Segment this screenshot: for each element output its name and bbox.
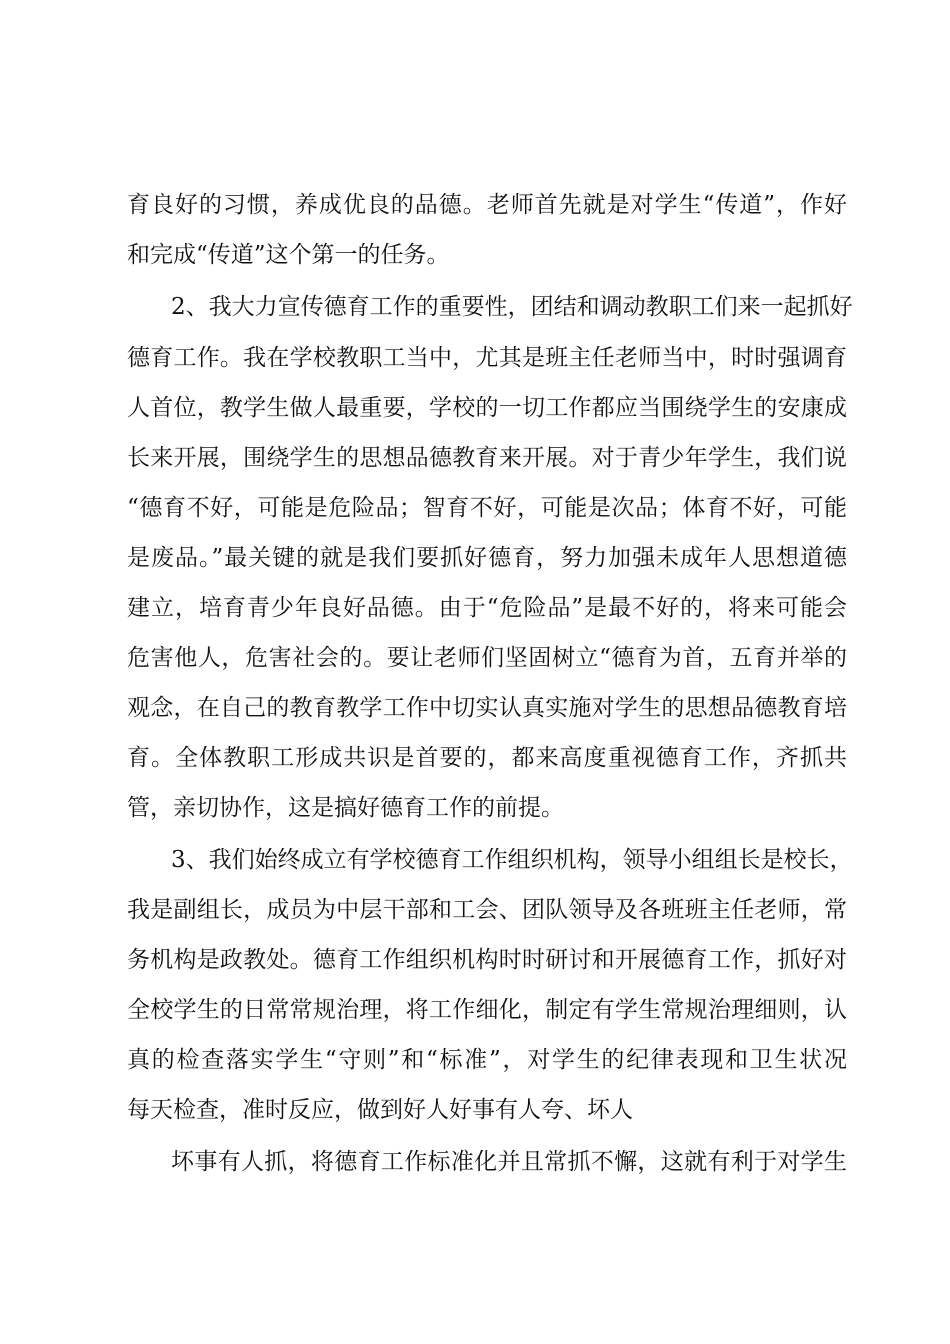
text-line: 每天检查，准时反应，做到好人好事有人夸、坏人 — [127, 1097, 633, 1123]
text-line: 管，亲切协作，这是搞好德育工作的前提。 — [127, 795, 564, 821]
text-line: 德育工作。我在学校教职工当中，尤其是班主任老师当中，时时强调育 — [127, 345, 847, 371]
text-line: 坏事有人抓，将德育工作标准化并且常抓不懈，这就有利于对学生 — [171, 1149, 847, 1175]
text-line: 育良好的习惯，养成优良的品德。老师首先就是对学生“传道”，作好 — [127, 192, 847, 218]
text-line: 真的检查落实学生“守则”和“标准”，对学生的纪律表现和卫生状况 — [127, 1047, 847, 1073]
text-line: 是废品。”最关键的就是我们要抓好德育，努力加强未成年人思想道德 — [127, 545, 847, 571]
text-line: 建立，培育青少年良好品德。由于“危险品”是最不好的，将来可能会 — [127, 595, 847, 621]
text-line: 全校学生的日常常规治理，将工作细化，制定有学生常规治理细则，认 — [127, 997, 847, 1023]
text-line: 育。全体教职工形成共识是首要的，都来高度重视德育工作，齐抓共 — [127, 745, 847, 771]
text-line: 危害他人，危害社会的。要让老师们坚固树立“德育为首，五育并举的 — [127, 645, 847, 671]
text-line: 2、我大力宣传德育工作的重要性，团结和调动教职工们来一起抓好 — [171, 294, 853, 320]
text-line: 人首位，教学生做人最重要，学校的一切工作都应当围绕学生的安康成 — [127, 395, 847, 421]
text-line: 务机构是政教处。德育工作组织机构时时研讨和开展德育工作，抓好对 — [127, 947, 847, 973]
text-line: 我是副组长，成员为中层干部和工会、团队领导及各班班主任老师，常 — [127, 897, 847, 923]
text-line: 3、我们始终成立有学校德育工作组织机构，领导小组组长是校长， — [171, 847, 853, 873]
text-line: 观念，在自己的教育教学工作中切实认真实施对学生的思想品德教育培 — [127, 695, 847, 721]
text-line: 长来开展，围绕学生的思想品德教育来开展。对于青少年学生，我们说 — [127, 445, 847, 471]
text-line: 和完成“传道”这个第一的任务。 — [127, 242, 450, 268]
text-line: “德育不好，可能是危险品；智育不好，可能是次品；体育不好，可能 — [127, 495, 847, 521]
